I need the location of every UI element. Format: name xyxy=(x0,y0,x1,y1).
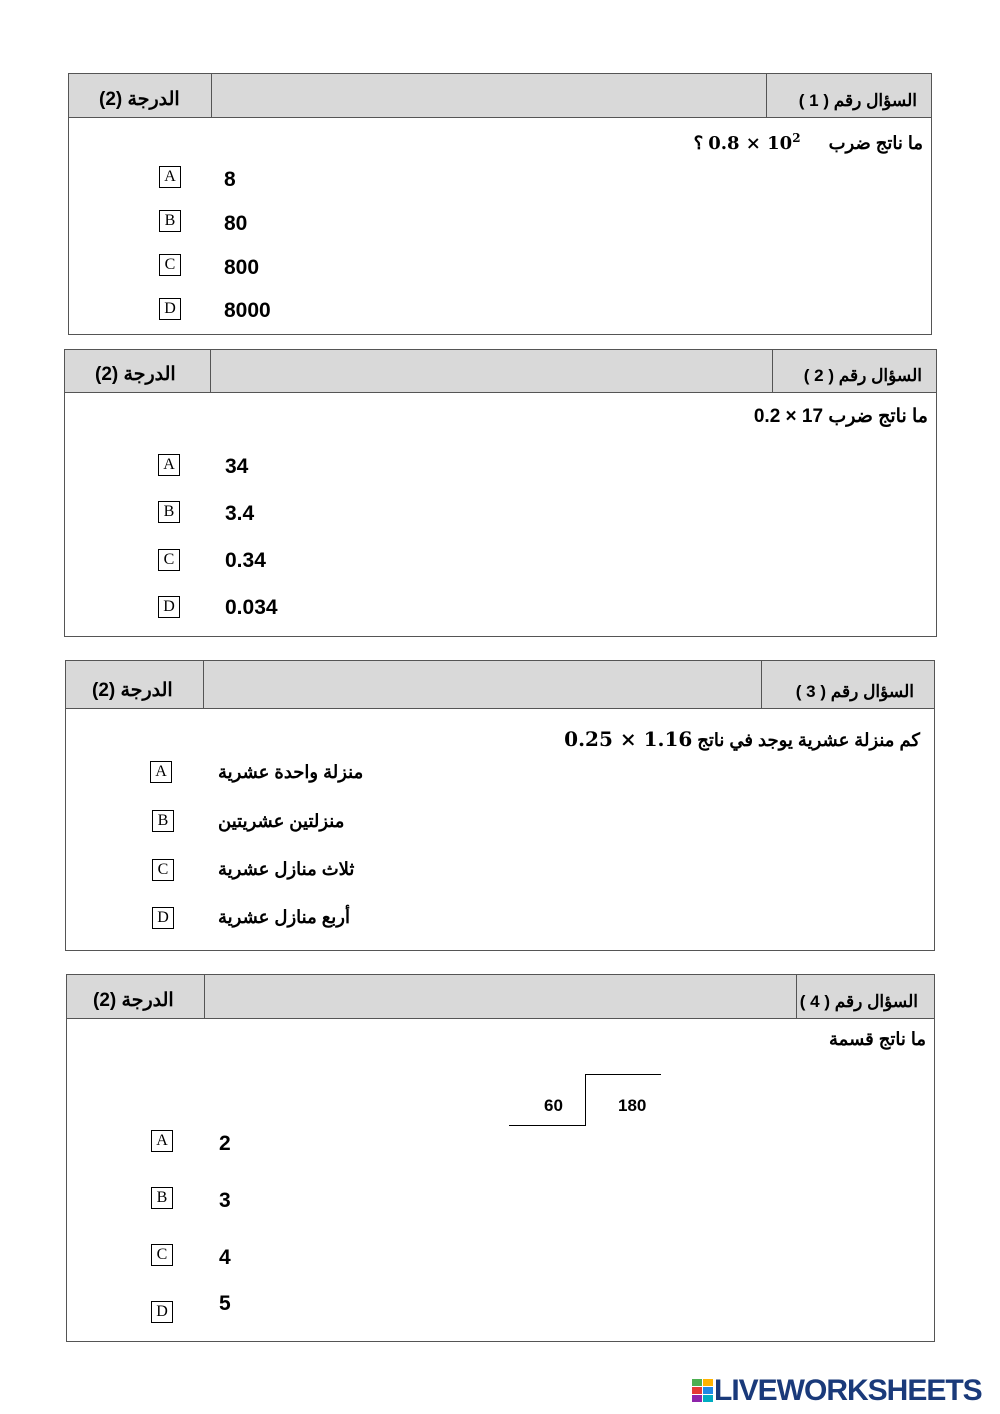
grade-label: الدرجة (2) xyxy=(95,364,176,385)
option-a-text: 8 xyxy=(224,168,236,191)
question-number-cell xyxy=(762,661,934,708)
stem-expression xyxy=(708,133,800,154)
option-b-text: 3.4 xyxy=(225,502,255,525)
option-d-text: 8000 xyxy=(224,299,271,322)
option-a-checkbox[interactable]: A xyxy=(158,454,180,476)
stem-expression: 0.25 × 1.16 xyxy=(564,727,693,751)
question-1 xyxy=(68,73,932,335)
liveworksheets-logo[interactable] xyxy=(692,1376,982,1406)
dividend: 180 xyxy=(618,1096,647,1115)
option-c-checkbox[interactable]: C xyxy=(159,254,181,276)
question-stem xyxy=(754,405,928,428)
option-d-text: 5 xyxy=(219,1292,231,1315)
answer-blank-cell xyxy=(212,74,767,117)
question-number: السؤال رقم ( 1 ) xyxy=(798,91,917,110)
question-stem xyxy=(694,131,923,154)
question-stem xyxy=(564,727,920,751)
question-number-cell xyxy=(797,975,934,1018)
grade-label: الدرجة (2) xyxy=(93,990,174,1011)
option-d-checkbox[interactable]: D xyxy=(158,596,180,618)
option-b-text: 3 xyxy=(219,1189,231,1212)
grade-cell xyxy=(65,350,211,392)
stem-expression: 0.2 × 17 xyxy=(753,406,824,427)
option-c-text: 0.34 xyxy=(225,549,266,572)
question-3 xyxy=(65,660,935,951)
stem-text: ما ناتج ضرب xyxy=(828,133,923,153)
stem-expr: 0.8 × 10 xyxy=(708,133,793,154)
question-4 xyxy=(66,974,935,1342)
question-header xyxy=(69,74,931,118)
divisor: 60 xyxy=(544,1096,563,1115)
option-c-checkbox[interactable]: C xyxy=(151,1244,173,1266)
question-number-cell xyxy=(773,350,936,392)
option-c-checkbox[interactable]: C xyxy=(152,859,174,881)
answer-blank-cell xyxy=(211,350,773,392)
answer-blank-cell xyxy=(205,975,797,1018)
option-b-checkbox[interactable]: B xyxy=(158,501,180,523)
answer-blank-cell xyxy=(204,661,762,708)
option-d-checkbox[interactable]: D xyxy=(159,298,181,320)
option-b-checkbox[interactable]: B xyxy=(159,210,181,232)
grade-cell xyxy=(67,975,205,1018)
question-number: السؤال رقم ( 3 ) xyxy=(795,682,914,701)
option-b-checkbox[interactable]: B xyxy=(152,810,174,832)
option-b-text: منزلتين عشريتين xyxy=(218,811,345,831)
stem-text: ما ناتج قسمة xyxy=(829,1029,926,1049)
grade-label: الدرجة (2) xyxy=(92,680,173,701)
question-header xyxy=(67,975,934,1019)
option-c-text: ثلاث منازل عشرية xyxy=(218,859,355,879)
grade-label: الدرجة (2) xyxy=(99,89,180,110)
question-header xyxy=(65,350,936,393)
option-a-text: 2 xyxy=(219,1132,231,1155)
question-2 xyxy=(64,349,937,637)
option-a-checkbox[interactable]: A xyxy=(151,1130,173,1152)
stem-text: ما ناتج ضرب xyxy=(828,406,928,427)
long-division xyxy=(509,1074,664,1126)
option-b-text: 80 xyxy=(224,212,248,235)
option-c-text: 4 xyxy=(219,1246,231,1269)
division-bar-vertical xyxy=(585,1074,586,1126)
question-number: السؤال رقم ( 4 ) xyxy=(799,992,918,1011)
question-stem xyxy=(829,1029,926,1050)
division-bar-bottom xyxy=(509,1125,586,1126)
question-number-cell xyxy=(767,74,931,117)
logo-blocks-icon xyxy=(692,1379,714,1403)
question-number: السؤال رقم ( 2 ) xyxy=(803,366,922,385)
option-a-text: 34 xyxy=(225,455,249,478)
question-header xyxy=(66,661,934,709)
option-d-text: 0.034 xyxy=(225,596,278,619)
logo-text: LIVEWORKSHEETS xyxy=(714,1374,982,1407)
option-a-text: منزلة واحدة عشرية xyxy=(218,762,364,782)
option-a-checkbox[interactable]: A xyxy=(150,761,172,783)
stem-exponent: 2 xyxy=(792,131,801,145)
stem-question-mark: ؟ xyxy=(693,133,704,153)
option-c-checkbox[interactable]: C xyxy=(158,549,180,571)
option-a-checkbox[interactable]: A xyxy=(159,166,181,188)
option-d-text: أربع منازل عشرية xyxy=(218,907,351,927)
grade-cell xyxy=(69,74,212,117)
grade-cell xyxy=(66,661,204,708)
option-d-checkbox[interactable]: D xyxy=(151,1301,173,1323)
option-d-checkbox[interactable]: D xyxy=(152,907,174,929)
option-b-checkbox[interactable]: B xyxy=(151,1187,173,1209)
option-c-text: 800 xyxy=(224,256,260,279)
division-bar-top xyxy=(585,1074,661,1075)
stem-text: كم منزلة عشرية يوجد في ناتج xyxy=(697,730,920,750)
